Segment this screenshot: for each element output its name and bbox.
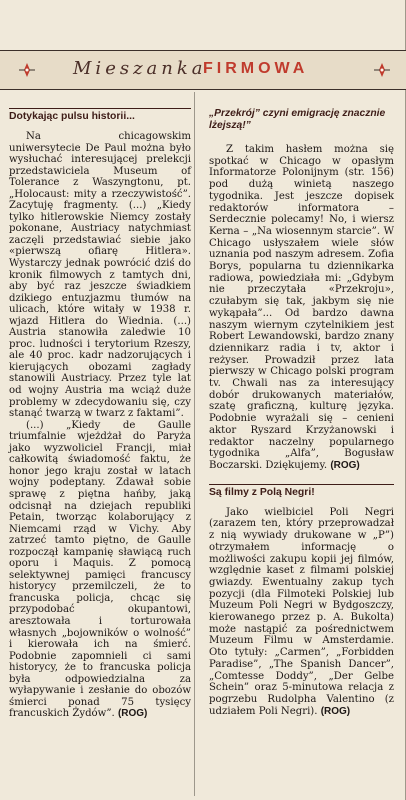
right-article-1-paragraph-text: Z takim hasłem można się spotkać w Chicago w opasłym Informatorze Polonijnym (str. 156) pod dużą winietą naszego tygodnika. Jest jeszcze dopisek redaktorów informatora – Serdecznie polecamy! No, i wiersz Kerna – „Na wiosennym starcie”. W Chicago usłyszałem wiele słów uznania pod naszym adresem. Zofia Borys, popularna tu dziennikarka radiowa, powiedziała mi: „Gdybym nie przeczytała «Przekroju», czułabym się tak, jakbym się nie wykąpała”... Od bardzo dawna naszym wiernym czytelnikiem jest Robert Lewandowski, bardzo znany dziennikarz radia i tv, aktor i reżyser. Prowadził przez lata pierwszy w Chicago polski program tv. Chwali nas za interesujący dobór drukowanych materiałów, szatę graficzną, kulturę języka. Podobnie wyrażali się – cenieni aktor Ryszard Krzyżanowski i redaktor naczelny popularnego tygodnika „Alfa”, Bogusław Boczarski. Dziękujemy. [209,144,394,471]
ornament-left-icon [17,62,37,78]
right-article-2-body [209,507,394,718]
left-article-paragraph [9,420,191,720]
left-article-paragraph: Na chicagowskim uniwersytecie De Paul można było wysłuchać interesującej prelekcji przedstawiciela Museum of Tolerance z Waszyngtonu, pt. „Holocaust: mity a rzeczywistość”. Zacytuję fragmenty. (...) „Kiedy tylko hitlerowskie Niemcy zostały pokonane, Austriacy natychmiast zaczęli przedstawiać siebie jako «pierwszą ofiarę Hitlera». Wystarczy jednak powrócić dziś do kronik filmowych z tamtych dni, aby być raz jeszcze świadkiem dzikiego entuzjazmu tłumów na ulicach, które witały w 1938 r. wjazd Hitlera do Wiednia. (...) Austria stanowiła zaledwie 10 proc. ludności i terytorium Rzeszy, ale 40 proc. kadr nadzorujących i kierujących obozami zagłady stanowili Austriacy. Przez tyle lat od wojny Austria ma wciąż duże problemy w zdecydowaniu się, czy stanąć twarzą w twarz z faktami”. [9,131,191,420]
right-article-1-signature: (ROG) [330,459,360,471]
header-accent: FIRMOWA [203,60,309,77]
right-article-2-paragraph-text: Jako wielbiciel Poli Negri (zarazem ten, który przeprowadzał z nią wywiady drukowane w „P”) otrzymałem informację o możliwości zakupu kopii jej filmów, względnie kaset z filmami polskiej gwiazdy. Ewentualny zakup tych pozycji (dla Filmoteki Polskiej lub Muzeum Poli Negri w Bydgoszczy, kierowanego przez p. A. Bukolta) może nastąpić za pośrednictwem Muzeum Filmu w Amsterdamie. Oto tytuły: „Carmen”, „Forbidden Paradise”, „The Spanish Dancer”, „Comtesse Doddy”, „Der Gelbe Schein” oraz 5-minutowa relacja z pogrzebu Rudolpha Valentino (z udziałem Poli Negri). [209,506,394,717]
section-header [0,50,406,90]
right-article-1-body [209,144,394,472]
right-article-1-paragraph [209,144,394,472]
header-inner [17,57,392,83]
header-title: Mieszanka [73,58,207,79]
right-article-2-signature: (ROG) [320,705,351,717]
left-article-body [9,131,191,720]
article-columns [0,92,406,800]
left-column [9,108,191,720]
right-article-1-headline: „Przekrój” czyni emigrację znacznie lżejszą!” [209,108,386,131]
right-article-2-headline: Są filmy z Polą Negri! [209,484,394,499]
left-article-headline: Dotykając pulsu historii... [9,108,191,123]
left-article-signature: (ROG) [117,708,148,720]
right-article-2-paragraph [209,507,394,718]
ornament-right-icon [372,62,392,78]
right-column [209,108,394,717]
left-article-paragraph-text: (...) „Kiedy de Gaulle triumfalnie wjeżdżał do Paryża jako wyzwoliciel Francji, miał całkowitą świadomość faktu, że honor jego kraju został w latach wojny podeptany. Zdawał sobie sprawę z piętna hańby, jaką odcisnął na dziejach republiki Petain, tworząc kolaborujący z Niemcami rząd w Vichy. Aby zatrzeć tamto piętno, de Gaulle rozpoczął kampanię sławiącą ruch oporu i Maquis. Z pomocą selektywnej pamięci francuscy historycy przemilczeli, że to francuska policja, chcąc się przypodobać okupantowi, aresztowała i torturowała własnych „bojowników o wolność” i kierowała ich na śmierć. Podobnie zapomnieli ci sami historycy, że to francuska policja była odpowiedzialna za wyłapywanie i zesłanie do obozów śmierci ponad 75 tysięcy francuskich Żydów”. [9,419,191,720]
